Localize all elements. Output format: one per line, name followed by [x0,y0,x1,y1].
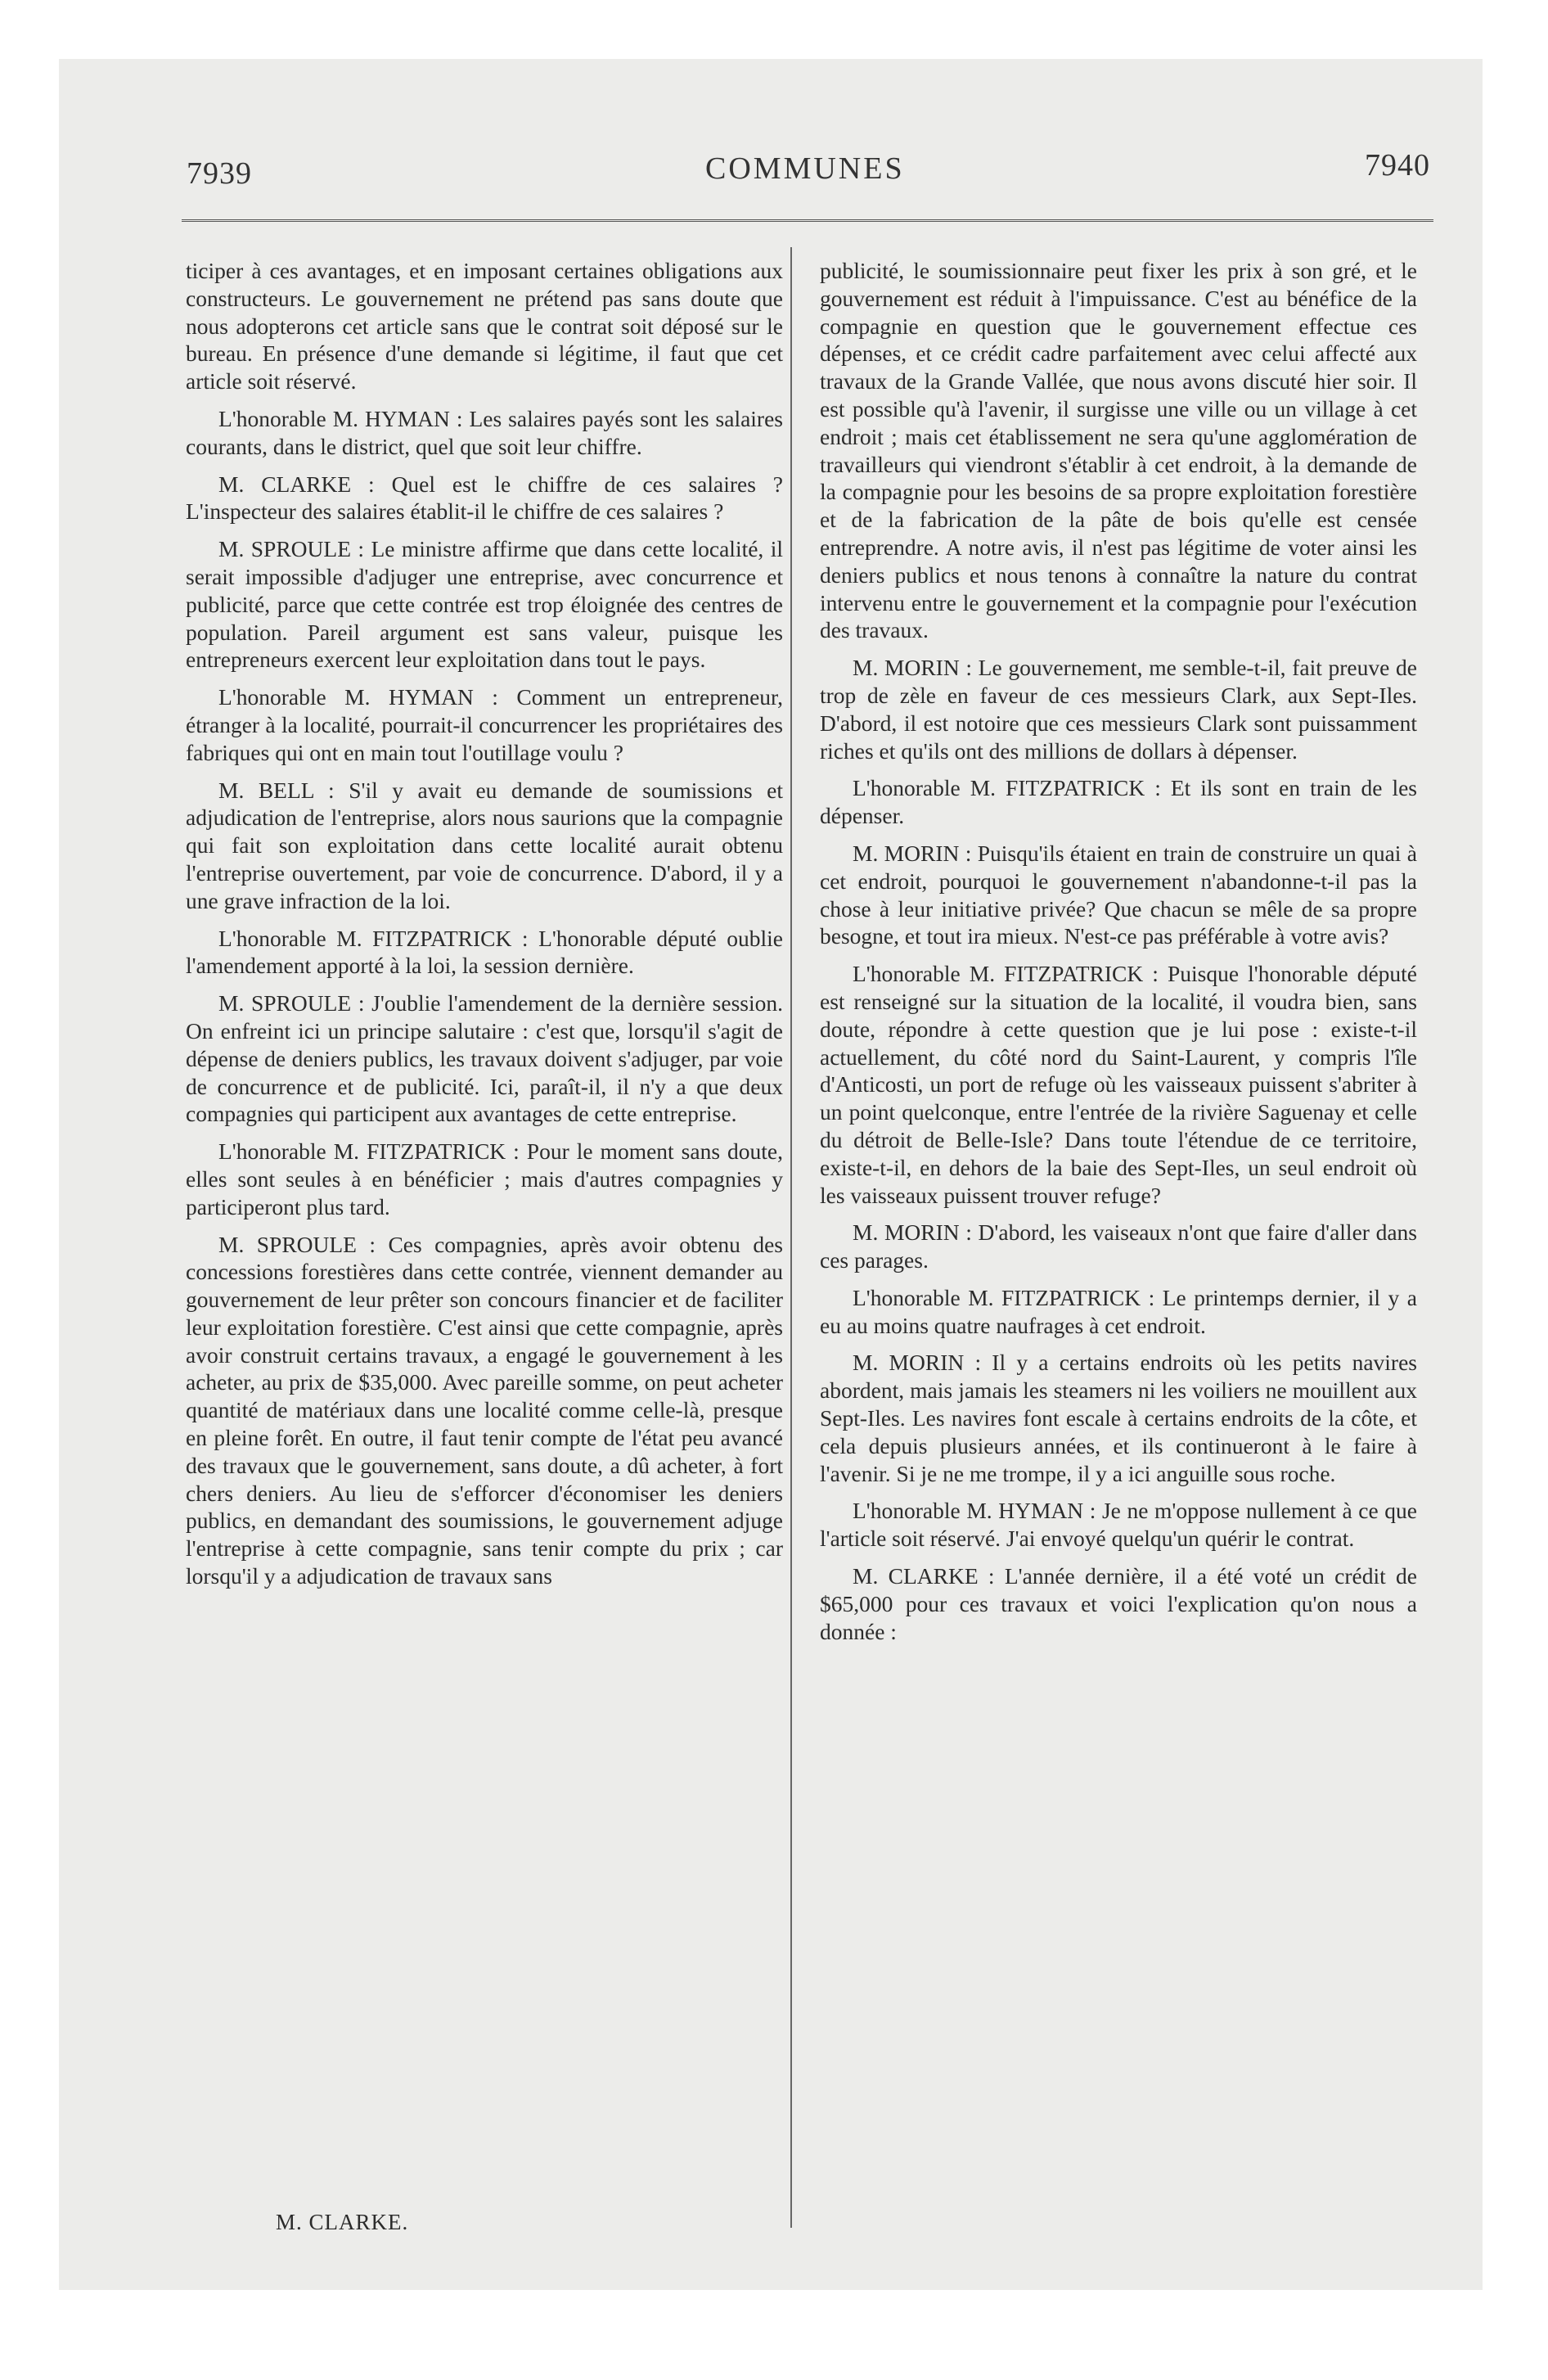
paragraph: M. MORIN : Le gouvernement, me semble-t-il, fait preuve de trop de zèle en faveur de ces messieurs Clark, aux Sept-Iles. D'abord, il est notoire que ces messieurs Clark sont puissamment riches et qu'ils ont des millions de dollars à dépenser. [820,655,1417,764]
paragraph: L'honorable M. FITZPATRICK : Pour le moment sans doute, elles sont seules à en bénéficier ; mais d'autres compagnies y participeront plus tard. [186,1138,783,1219]
paragraph: M. MORIN : Il y a certains endroits où les petits navires abordent, mais jamais les steamers ni les voiliers ne mouillent aux Sept-Iles. Les navires font escale à certains endroits de la côte, et cela depuis plusieurs années, et ils continueront à le faire à l'avenir. Si je ne me trompe, il y a ici anguille sous roche. [820,1350,1417,1486]
paragraph: L'honorable M. FITZPATRICK : Le printemps dernier, il y a eu au moins quatre naufrages à cet endroit. [820,1284,1417,1338]
scanned-page [59,59,1483,2290]
paragraph: M. MORIN : Puisqu'ils étaient en train de construire un quai à cet endroit, pourquoi le gouvernement n'abandonne-t-il pas la chose à leur initiative privée? Que chacun se mêle de sa propre besogne, et tout ira mieux. N'est-ce pas préférable à votre avis? [820,840,1417,949]
paragraph: ticiper à ces avantages, et en imposant certaines obligations aux constructeurs. Le gouvernement ne prétend pas sans doute que nous adopterons cet article sans que le contrat soit déposé sur le bureau. En présence d'une demande si légitime, il faut que cet article soit réservé. [186,258,783,394]
page-title: COMMUNES [705,151,905,186]
paragraph: L'honorable M. HYMAN : Les salaires payés sont les salaires courants, dans le district, quel que soit leur chiffre. [186,405,783,459]
paragraph: publicité, le soumissionnaire peut fixer les prix à son gré, et le gouvernement est réduit à l'impuissance. C'est au bénéfice de la compagnie en question que le gouvernement effectue ces dépenses, et ce crédit cadre parfaitement avec celui affecté aux travaux de la Grande Vallée, que nous avons discuté hier soir. Il est possible qu'à l'avenir, il surgisse une ville ou un village à cet endroit ; mais cet établissement ne sera qu'une agglomération de travailleurs qui viendront s'établir à cet endroit, à la demande de la compagnie pour les besoins de sa propre exploitation forestière et de la fabrication de la pâte de bois qu'elle est censée entreprendre. A notre avis, il n'est pas légitime de voter ainsi les deniers publics et nous tenons à connaître la nature du contrat intervenu entre le gouvernement et la compagnie pour l'exécution des travaux. [820,258,1417,643]
right-column [820,257,1417,1655]
paragraph: L'honorable M. FITZPATRICK : Puisque l'honorable député est renseigné sur la situation de la localité, il voudra bien, sans doute, répondre à cette question que je lui pose : existe-t-il actuellement, du côté nord du Saint-Laurent, y compris l'île d'Anticosti, un port de refuge où les vaisseaux puissent s'abriter à un point quelconque, entre l'entrée de la rivière Saguenay et celle du détroit de Belle-Isle? Dans toute l'étendue de ce territoire, existe-t-il, en dehors de la baie des Sept-Iles, un seul endroit où les vaisseaux puissent trouver refuge? [820,961,1417,1208]
column-divider [790,247,792,2228]
paragraph: M. BELL : S'il y avait eu demande de soumissions et adjudication de l'entreprise, alors nous saurions que la compagnie qui fait son exploitation dans cette localité aurait obtenu l'entreprise ouvertement, par voie de concurrence. D'abord, il y a une grave infraction de la loi. [186,777,783,913]
paragraph: L'honorable M. FITZPATRICK : Et ils sont en train de les dépenser. [820,775,1417,829]
left-column [186,257,783,1600]
header-rule [182,219,1433,225]
paragraph: L'honorable M. HYMAN : Comment un entrepreneur, étranger à la localité, pourrait-il concurrencer les propriétaires des fabriques qui ont en main tout l'outillage voulu ? [186,684,783,765]
right-page-number: 7940 [1365,148,1430,183]
page-content [59,59,1483,2290]
paragraph: M. SPROULE : Le ministre affirme que dans cette localité, il serait impossible d'adjuger une entreprise, avec concurrence et publicité, parce que cette contrée est trop éloignée des centres de population. Pareil argument est sans valeur, puisque les entrepreneurs exercent leur exploitation dans tout le pays. [186,536,783,673]
paragraph: M. CLARKE : L'année dernière, il a été voté un crédit de $65,000 pour ces travaux et voici l'explication qu'on nous a donnée : [820,1563,1417,1644]
left-page-number: 7939 [187,156,252,191]
paragraph: M. MORIN : D'abord, les vaiseaux n'ont que faire d'aller dans ces parages. [820,1219,1417,1273]
paragraph: M. CLARKE : Quel est le chiffre de ces salaires ? L'inspecteur des salaires établit-il le chiffre de ces salaires ? [186,471,783,525]
paragraph: L'honorable M. FITZPATRICK : L'honorable député oublie l'amendement apporté à la loi, la session dernière. [186,925,783,979]
paragraph: M. SPROULE : Ces compagnies, après avoir obtenu des concessions forestières dans cette contrée, viennent demander au gouvernement de leur prêter son concours financier et de faciliter leur exploitation forestière. C'est ainsi que cette compagnie, après avoir construit certains travaux, a engagé le gouvernement à les acheter, au prix de $35,000. Avec pareille somme, on peut acheter quantité de matériaux dans une localité comme celle-là, presque en pleine forêt. En outre, il faut tenir compte de l'état peu avancé des travaux que le gouvernement, sans doute, a dû acheter, à fort chers deniers. Au lieu de s'efforcer d'économiser les deniers publics, en demandant des soumissions, le gouvernement adjuge l'entreprise à cette compagnie, sans tenir compte du prix ; car lorsqu'il y a adjudication de travaux sans [186,1231,783,1589]
paragraph: M. SPROULE : J'oublie l'amendement de la dernière session. On enfreint ici un principe salutaire : c'est que, lorsqu'il s'agit de dépense de deniers publics, les travaux doivent s'adjuger, par voie de concurrence et de publicité. Ici, paraît-il, il n'y a que deux compagnies qui participent aux avantages de cette entreprise. [186,990,783,1127]
left-column-footer: M. CLARKE. [276,2210,409,2234]
paragraph: L'honorable M. HYMAN : Je ne m'oppose nullement à ce que l'article soit réservé. J'ai envoyé quelqu'un quérir le contrat. [820,1498,1417,1552]
